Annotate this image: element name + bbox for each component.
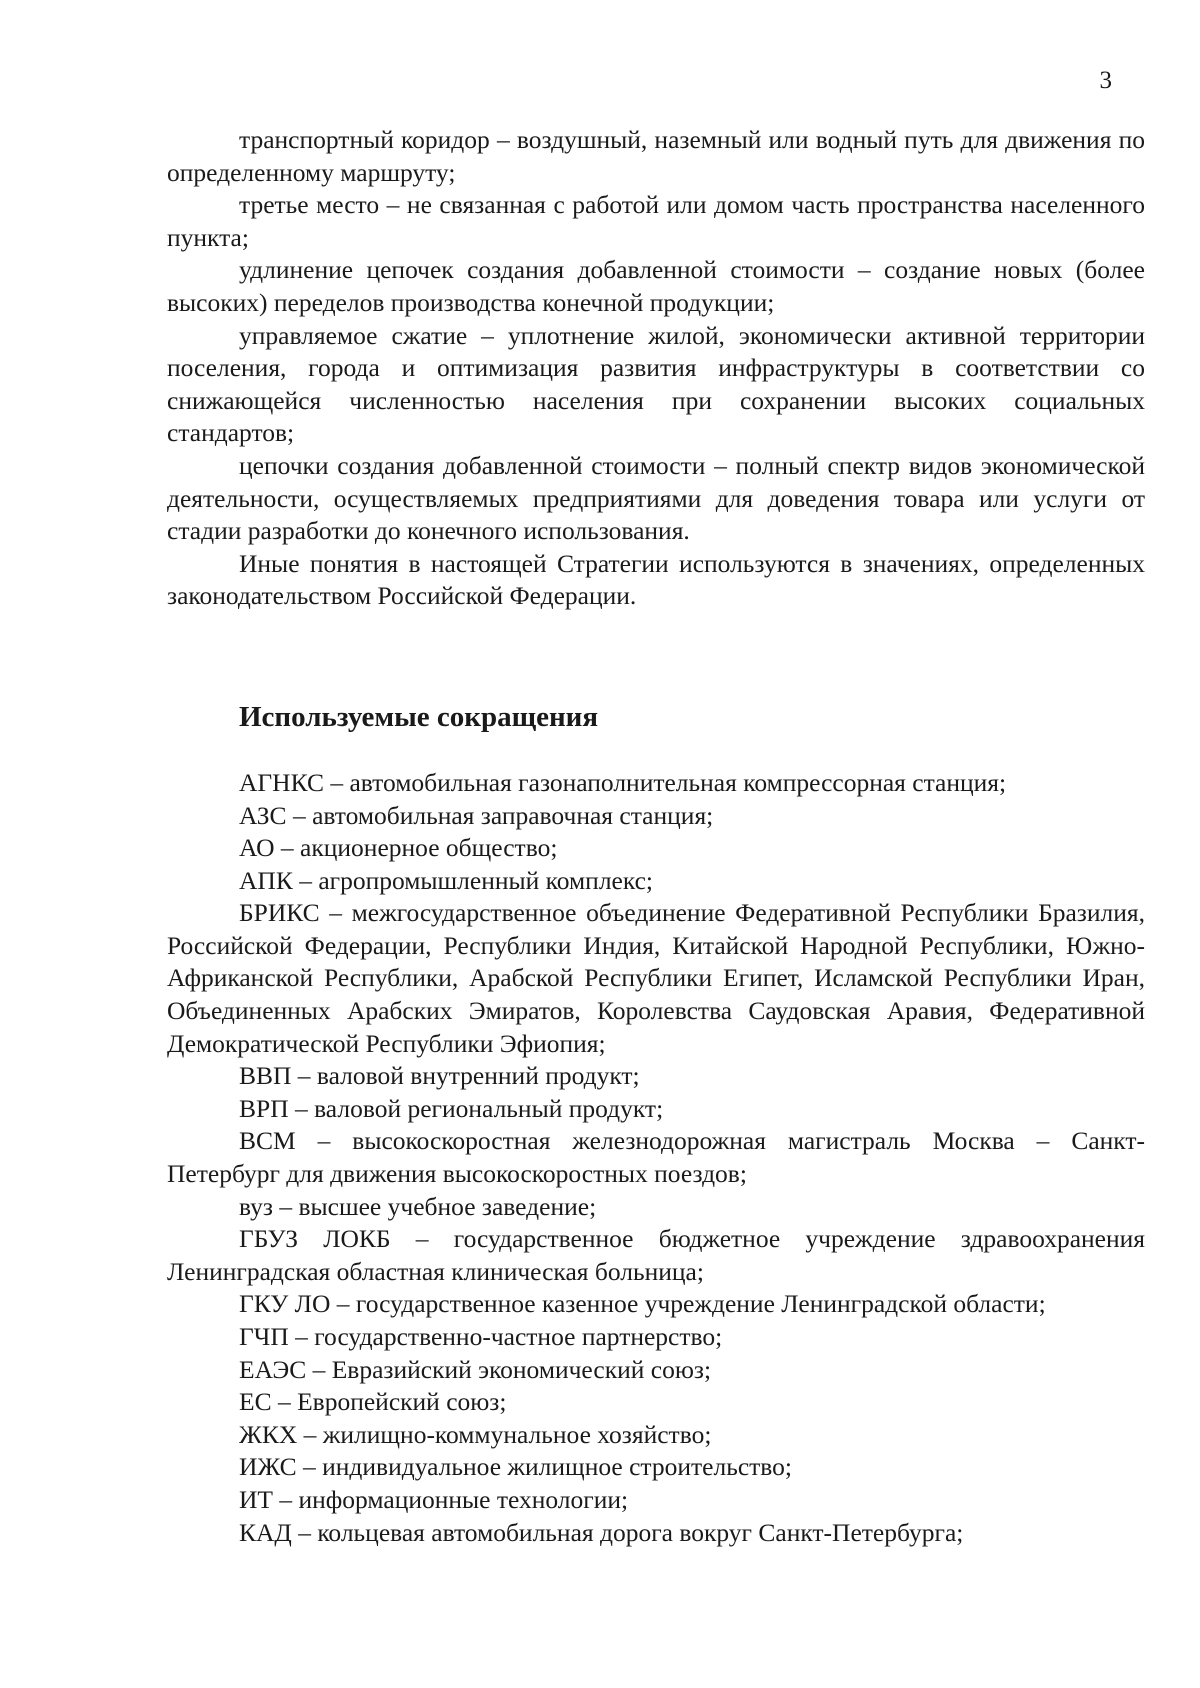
definition-paragraph: третье место – не связанная с работой или домом часть пространства населенного пункта; bbox=[167, 190, 1145, 252]
document-body bbox=[167, 124, 1145, 1549]
section-heading: Используемые сокращения bbox=[239, 700, 599, 733]
abbreviation-item: ЕАЭС – Евразийский экономический союз; bbox=[239, 1354, 712, 1384]
definition-paragraph: удлинение цепочек создания добавленной стоимости – создание новых (более высоких) переделов производства конечной продукции; bbox=[167, 255, 1145, 317]
abbreviation-item: КАД – кольцевая автомобильная дорога вокруг Санкт-Петербурга; bbox=[239, 1517, 964, 1547]
abbreviation-item: ВСМ – высокоскоростная железнодорожная магистраль Москва – Санкт-Петербург для движения высокоскоростных поездов; bbox=[167, 1126, 1145, 1189]
abbreviation-item: ГЧП – государственно-частное партнерство; bbox=[239, 1322, 723, 1351]
abbreviation-item: АГНКС – автомобильная газонаполнительная компрессорная станция; bbox=[239, 767, 1007, 797]
page-number: 3 bbox=[1099, 67, 1112, 94]
definition-paragraph: управляемое сжатие – уплотнение жилой, экономически активной территории поселения, города и оптимизация развития инфраструктуры в соответствии со снижающейся численностью населения при сохранении высоких социальных стандартов; bbox=[167, 320, 1145, 448]
abbreviation-item: БРИКС – межгосударственное объединение Федеративной Республики Бразилия, Российской Федерации, Республики Индия, Китайской Народной Республики, Южно-Африканской Республики, Арабской Республики Египет, Исламской Республики Иран, Объединенных Арабских Эмиратов, Королевства Саудовская Аравия, Федеративной Демократической Республики Эфиопия; bbox=[167, 898, 1145, 1058]
abbreviation-item: АО – акционерное общество; bbox=[239, 833, 558, 863]
abbreviation-item: ВВП – валовой внутренний продукт; bbox=[239, 1061, 640, 1091]
abbreviation-item: ЕС – Европейский союз; bbox=[239, 1387, 507, 1417]
abbreviation-item: АЗС – автомобильная заправочная станция; bbox=[239, 800, 714, 830]
definition-paragraph: цепочки создания добавленной стоимости – полный спектр видов экономической деятельности, осуществляемых предприятиями для доведения товара или услуги от стадии разработки до конечного использования. bbox=[167, 450, 1145, 546]
abbreviation-item: ЖКХ – жилищно-коммунальное хозяйство; bbox=[239, 1419, 712, 1449]
abbreviations-list bbox=[167, 767, 1145, 1549]
closing-paragraph: Иные понятия в настоящей Стратегии используются в значениях, определенных законодательством Российской Федерации. bbox=[167, 548, 1145, 611]
abbreviation-item: ВРП – валовой региональный продукт; bbox=[239, 1093, 664, 1123]
abbreviation-item: ГБУЗ ЛОКБ – государственное бюджетное учреждение здравоохранения Ленинградская областная клиническая больница; bbox=[167, 1224, 1145, 1286]
definitions-section bbox=[167, 124, 1145, 613]
abbreviation-item: ИТ – информационные технологии; bbox=[239, 1484, 629, 1514]
abbreviation-item: ИЖС – индивидуальное жилищное строительство; bbox=[239, 1452, 792, 1482]
abbreviation-item: АПК – агропромышленный комплекс; bbox=[239, 865, 654, 895]
definition-paragraph: транспортный коридор – воздушный, наземный или водный путь для движения по определенному маршруту; bbox=[167, 125, 1145, 187]
abbreviation-item: вуз – высшее учебное заведение; bbox=[239, 1191, 597, 1221]
abbreviation-item: ГКУ ЛО – государственное казенное учреждение Ленинградской области; bbox=[239, 1289, 1046, 1319]
